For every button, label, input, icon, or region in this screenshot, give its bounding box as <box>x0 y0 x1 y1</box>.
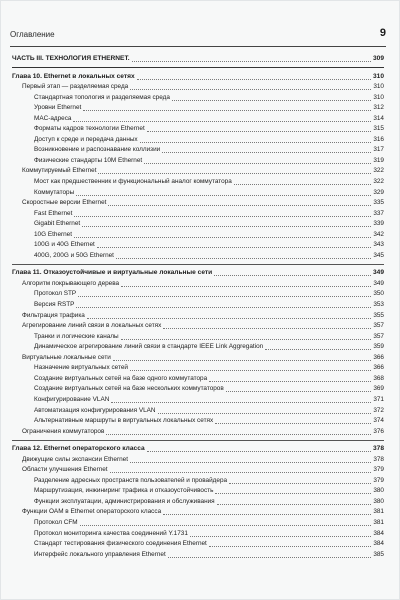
toc-subsection-entry[interactable] <box>12 219 384 230</box>
toc-entry-page: 342 <box>373 230 384 238</box>
toc-entry-page: 329 <box>373 188 384 196</box>
toc-entry-title: Фильтрация трафика <box>22 311 85 319</box>
toc-entry-title: Стандартная топология и разделяемая среда <box>34 93 170 101</box>
toc-section-entry[interactable] <box>12 310 384 321</box>
toc-chapter-entry[interactable] <box>12 268 384 279</box>
toc-subsection-entry[interactable] <box>12 549 384 560</box>
toc-entry-page: 357 <box>373 332 384 340</box>
toc-entry-page: 385 <box>373 550 384 558</box>
toc-entry-title: Мост как предшественник и функциональный аналог коммутатора <box>34 178 232 186</box>
toc-part-title: ЧАСТЬ III. ТЕХНОЛОГИЯ ETHERNET. <box>12 55 130 62</box>
toc-entry-page: 378 <box>373 455 384 463</box>
page-number: 9 <box>379 27 386 39</box>
toc-leader-dots <box>111 401 371 403</box>
toc-entry-title: Fast Ethernet <box>34 209 73 217</box>
toc-entry-title: Gigabit Ethernet <box>34 220 81 228</box>
toc-entry-title: Алгоритм покрывающего дерева <box>22 279 120 287</box>
toc-entry-page: 315 <box>373 125 384 133</box>
chapter-list <box>12 71 384 560</box>
toc-subsection-entry[interactable] <box>12 155 384 166</box>
toc-entry-page: 312 <box>373 104 384 112</box>
toc-section-entry[interactable] <box>12 198 384 209</box>
toc-entry-page: 379 <box>373 476 384 484</box>
table-of-contents <box>12 53 384 560</box>
toc-chapter-entry[interactable] <box>12 71 384 82</box>
toc-entry-page: 317 <box>373 146 384 154</box>
toc-entry-page: 337 <box>373 209 384 217</box>
toc-subsection-entry[interactable] <box>12 416 384 427</box>
toc-entry-title: Альтернативные маршруты в виртуальных локальных сетях <box>34 417 214 425</box>
part-divider <box>12 67 384 69</box>
toc-leader-dots <box>217 503 372 505</box>
toc-entry-title: Интерфейс локального управления Ethernet <box>34 550 166 558</box>
toc-chapter-page: 310 <box>372 72 384 80</box>
toc-subsection-entry[interactable] <box>12 384 384 395</box>
toc-subsection-entry[interactable] <box>12 486 384 497</box>
chapter-divider <box>12 440 384 442</box>
toc-section-entry[interactable] <box>12 321 384 332</box>
toc-section-entry[interactable] <box>12 352 384 363</box>
toc-entry-title: MAC-адреса <box>34 114 72 122</box>
toc-leader-dots <box>80 524 372 526</box>
toc-entry-title: Коммутаторы <box>34 188 75 196</box>
toc-entry-title: Функции эксплуатации, администрирования и обслуживания <box>34 497 215 505</box>
toc-entry-page: 335 <box>373 199 384 207</box>
toc-leader-dots <box>137 78 371 80</box>
toc-entry-page: 345 <box>373 251 384 259</box>
toc-entry-title: Скоростные версии Ethernet <box>22 199 107 207</box>
toc-leader-dots <box>147 450 371 452</box>
toc-section-entry[interactable] <box>12 166 384 177</box>
toc-entry-page: 316 <box>373 135 384 143</box>
toc-leader-dots <box>209 545 371 547</box>
toc-entry-page: 349 <box>373 279 384 287</box>
toc-leader-dots <box>98 172 371 174</box>
toc-subsection-entry[interactable] <box>12 363 384 374</box>
toc-subsection-entry[interactable] <box>12 187 384 198</box>
toc-entry-title: Создание виртуальных сетей на базе нескольких коммутаторов <box>34 385 224 393</box>
toc-leader-dots <box>163 327 371 329</box>
toc-subsection-entry[interactable] <box>12 229 384 240</box>
toc-entry-title: Области улучшения Ethernet <box>22 466 108 474</box>
toc-subsection-entry[interactable] <box>12 289 384 300</box>
toc-leader-dots <box>132 60 371 62</box>
toc-section-entry[interactable] <box>12 278 384 289</box>
toc-chapter-title: Глава 12. Ethernet операторского класса <box>12 445 145 453</box>
toc-entry-page: 322 <box>373 167 384 175</box>
toc-leader-dots <box>140 141 372 143</box>
toc-subsection-entry[interactable] <box>12 373 384 384</box>
toc-entry-title: Назначение виртуальных сетей <box>34 364 129 372</box>
toc-entry-page: 371 <box>373 395 384 403</box>
toc-entry-title: 10G Ethernet <box>34 230 73 238</box>
toc-subsection-entry[interactable] <box>12 208 384 219</box>
toc-entry-title: Физические стандарты 10M Ethernet <box>34 156 143 164</box>
toc-section-entry[interactable] <box>12 82 384 93</box>
toc-entry-title: Первый этап — разделяемая среда <box>22 83 129 91</box>
toc-leader-dots <box>168 556 372 558</box>
toc-leader-dots <box>234 183 372 185</box>
toc-leader-dots <box>215 492 371 494</box>
toc-entry-page: 374 <box>373 417 384 425</box>
toc-subsection-entry[interactable] <box>12 240 384 251</box>
toc-leader-dots <box>82 225 371 227</box>
toc-entry-page: 355 <box>373 311 384 319</box>
toc-leader-dots <box>121 285 371 287</box>
toc-subsection-entry[interactable] <box>12 528 384 539</box>
toc-chapter-page: 349 <box>372 269 384 277</box>
header-divider <box>10 46 386 47</box>
toc-leader-dots <box>162 151 371 153</box>
toc-entry-page: 310 <box>373 83 384 91</box>
toc-leader-dots <box>215 422 371 424</box>
toc-entry-title: Конфигурирование VLAN <box>34 395 110 403</box>
toc-subsection-entry[interactable] <box>12 496 384 507</box>
toc-leader-dots <box>116 257 371 259</box>
toc-entry-page: 380 <box>373 497 384 505</box>
toc-leader-dots <box>130 369 371 371</box>
toc-entry-title: Функции OAM в Ethernet операторского класса <box>22 508 162 516</box>
toc-entry-page: 353 <box>373 301 384 309</box>
toc-leader-dots <box>97 246 372 248</box>
toc-leader-dots <box>229 482 371 484</box>
toc-entry-title: Протокол STP <box>34 290 77 298</box>
toc-leader-dots <box>76 306 371 308</box>
toc-leader-dots <box>172 99 371 101</box>
toc-subsection-entry[interactable] <box>12 250 384 261</box>
toc-chapter-title: Глава 11. Отказоустойчивые и виртуальные локальные сети <box>12 269 213 277</box>
toc-leader-dots <box>144 162 371 164</box>
toc-entry-title: Уровни Ethernet <box>34 104 82 112</box>
toc-chapter-entry[interactable] <box>12 444 384 455</box>
toc-entry-title: Протокол мониторинга качества соединений Y.1731 <box>34 529 188 537</box>
toc-leader-dots <box>190 535 371 537</box>
toc-entry-page: 343 <box>373 241 384 249</box>
toc-leader-dots <box>110 471 372 473</box>
toc-entry-title: Возникновение и распознавание коллизии <box>34 146 161 154</box>
toc-leader-dots <box>209 380 371 382</box>
toc-subsection-entry[interactable] <box>12 134 384 145</box>
toc-entry-title: Автоматизация конфигурирования VLAN <box>34 406 156 414</box>
toc-leader-dots <box>106 433 371 435</box>
toc-leader-dots <box>226 390 372 392</box>
toc-entry-title: Разделение адресных пространств пользователей и провайдера <box>34 476 228 484</box>
toc-entry-page: 381 <box>373 518 384 526</box>
toc-subsection-entry[interactable] <box>12 539 384 550</box>
toc-entry-page: 357 <box>373 322 384 330</box>
toc-section-entry[interactable] <box>12 426 384 437</box>
toc-entry-page: 322 <box>373 178 384 186</box>
toc-entry-title: Коммутируемый Ethernet <box>22 167 97 175</box>
toc-leader-dots <box>121 338 372 340</box>
toc-entry-page: 350 <box>373 290 384 298</box>
toc-leader-dots <box>113 359 372 361</box>
toc-entry-page: 380 <box>373 487 384 495</box>
toc-entry-title: Виртуальные локальные сети <box>22 353 111 361</box>
toc-chapter-title: Глава 10. Ethernet в локальных сетях <box>12 72 135 80</box>
toc-entry-title: Агрегирование линий связи в локальных сетях <box>22 322 162 330</box>
toc-leader-dots <box>130 88 371 90</box>
running-title: Оглавление <box>10 30 55 39</box>
toc-entry-page: 379 <box>373 466 384 474</box>
toc-subsection-entry[interactable] <box>12 394 384 405</box>
toc-section-entry[interactable] <box>12 465 384 476</box>
toc-entry-title: Форматы кадров технологии Ethernet <box>34 125 145 133</box>
toc-entry-title: Создание виртуальных сетей на базе одного коммутатора <box>34 374 208 382</box>
toc-entry-page: 366 <box>373 353 384 361</box>
page-header <box>10 28 386 44</box>
toc-subsection-entry[interactable] <box>12 331 384 342</box>
toc-entry-page: 359 <box>373 343 384 351</box>
toc-entry-title: Стандарт тестирования физического соединения Ethernet <box>34 540 207 548</box>
toc-entry-page: 376 <box>373 427 384 435</box>
toc-leader-dots <box>108 204 371 206</box>
toc-chapter-page: 378 <box>372 445 384 453</box>
toc-leader-dots <box>158 412 372 414</box>
toc-leader-dots <box>87 317 371 319</box>
toc-subsection-entry[interactable] <box>12 405 384 416</box>
toc-entry-page: 366 <box>373 364 384 372</box>
toc-part-entry[interactable] <box>12 53 384 64</box>
toc-leader-dots <box>130 461 371 463</box>
toc-leader-dots <box>83 109 371 111</box>
toc-entry-title: Динамическое агрегирование линий связи в стандарте IEEE Link Aggregation <box>34 343 264 351</box>
toc-entry-title: Протокол CFM <box>34 518 78 526</box>
toc-subsection-entry[interactable] <box>12 517 384 528</box>
toc-leader-dots <box>73 120 371 122</box>
toc-leader-dots <box>265 348 371 350</box>
toc-entry-title: Версия RSTP <box>34 301 75 309</box>
toc-entry-page: 339 <box>373 220 384 228</box>
toc-leader-dots <box>78 295 371 297</box>
toc-entry-title: Ограничения коммутаторов <box>22 427 105 435</box>
toc-entry-title: Движущие силы экспансии Ethernet <box>22 455 128 463</box>
toc-section-entry[interactable] <box>12 507 384 518</box>
toc-entry-page: 384 <box>373 540 384 548</box>
toc-leader-dots <box>74 215 371 217</box>
toc-entry-title: Транки и логические каналы <box>34 332 119 340</box>
toc-entry-page: 368 <box>373 374 384 382</box>
toc-leader-dots <box>163 513 371 515</box>
toc-subsection-entry[interactable] <box>12 145 384 156</box>
chapter-divider <box>12 264 384 266</box>
toc-subsection-entry[interactable] <box>12 124 384 135</box>
toc-entry-page: 384 <box>373 529 384 537</box>
toc-subsection-entry[interactable] <box>12 342 384 353</box>
toc-entry-page: 310 <box>373 93 384 101</box>
toc-subsection-entry[interactable] <box>12 299 384 310</box>
toc-subsection-entry[interactable] <box>12 113 384 124</box>
toc-entry-page: 319 <box>373 156 384 164</box>
toc-entry-page: 314 <box>373 114 384 122</box>
toc-leader-dots <box>147 130 372 132</box>
toc-entry-page: 372 <box>373 406 384 414</box>
toc-leader-dots <box>76 194 371 196</box>
toc-leader-dots <box>74 236 371 238</box>
toc-part-page: 309 <box>372 55 384 62</box>
toc-entry-page: 381 <box>373 508 384 516</box>
toc-subsection-entry[interactable] <box>12 92 384 103</box>
toc-subsection-entry[interactable] <box>12 475 384 486</box>
toc-entry-page: 369 <box>373 385 384 393</box>
toc-subsection-entry[interactable] <box>12 176 384 187</box>
toc-entry-title: 100G и 40G Ethernet <box>34 241 95 249</box>
toc-section-entry[interactable] <box>12 454 384 465</box>
toc-entry-title: 400G, 200G и 50G Ethernet <box>34 251 114 259</box>
toc-subsection-entry[interactable] <box>12 103 384 114</box>
toc-entry-title: Доступ к среде и передача данных <box>34 135 138 143</box>
toc-entry-title: Маршрутизация, инжиниринг трафика и отказоустойчивость <box>34 487 214 495</box>
toc-leader-dots <box>214 274 371 276</box>
